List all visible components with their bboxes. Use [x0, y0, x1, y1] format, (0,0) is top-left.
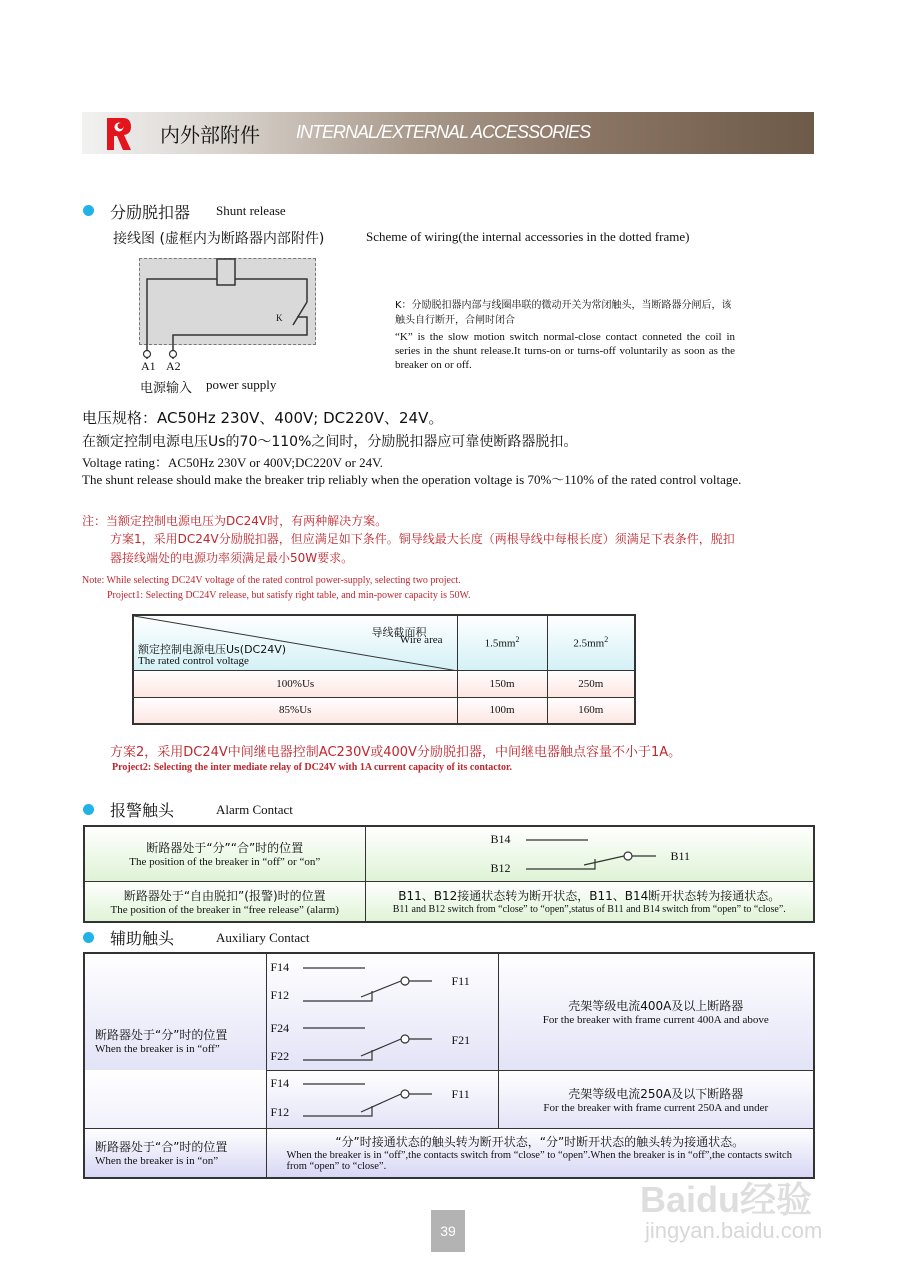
col-1-5mm: $1.5mm^2$ [457, 615, 547, 670]
voltage-spec-cn: 电压规格：AC50Hz 230V、400V; DC220V、24V。 [82, 409, 444, 427]
table-row: 断路器处于“自由脱扣”(报警)时的位置 The position of the breaker in “free release” (alarm) B11、B12接通状态转为断开状态，B11、B14断开状态转为接通状态。 B11 and B12 switch from “close” to “open”,status of B11 and B14 switch from “open” to “close”. [84, 881, 814, 922]
alarm-title-en: Alarm Contact [216, 802, 293, 817]
aux-title-cn: 辅助触头 [110, 929, 175, 948]
voltage-range-cn: 在额定控制电源电压Us的70～110%之间时，分励脱扣器应可靠使断路器脱扣。 [82, 434, 578, 450]
k-switch-label: K [276, 313, 283, 323]
wiring-caption-cn: 接线图 (虚框内为断路器内部附件) [113, 231, 325, 247]
alarm-contact-diagram: B14 B12 B11 [365, 826, 814, 881]
table-header-row [133, 615, 635, 670]
col-2-5mm: $2.5mm^2$ [547, 615, 635, 670]
note-en-1: Note: While selecting DC24V voltage of the rated control power-supply, selecting two project. [82, 575, 461, 586]
table-row: 100%Us 150m 250m [133, 670, 635, 697]
note-cn-1: 注：当额定控制电源电压为DC24V时，有两种解决方案。 [82, 514, 388, 528]
shunt-title-cn: 分励脱扣器 [110, 203, 191, 222]
voltage-spec-en: Voltage rating：AC50Hz 230V or 400V;DC220V or 24V. [82, 455, 384, 470]
plan2-en: Project2: Selecting the inter mediate relay of DC24V with 1A current capacity of its contactor. [112, 762, 513, 773]
terminal-a1: A1 [141, 359, 156, 373]
shunt-title-en: Shunt release [216, 203, 286, 218]
page-number: 39 [431, 1210, 465, 1252]
aux-title-en: Auxiliary Contact [216, 930, 310, 945]
table-row: F14 F12 F11 壳架等级电流250A及以下断路器 For the breaker with frame current 250A and under [84, 1070, 814, 1128]
note-en-2: Project1: Selecting DC24V release, but satisfy right table, and min-power capacity is 50W. [107, 590, 471, 601]
alarm-contact-table [83, 825, 815, 923]
terminal-a2: A2 [166, 359, 181, 373]
table-row: 85%Us 100m 160m [133, 697, 635, 724]
aux-diagram-250a: F14 F12 F11 [266, 1070, 498, 1128]
watermark-url: jingyan.baidu.com [645, 1218, 823, 1243]
wire-length-table [132, 614, 636, 725]
wire-area-en: Wire area [399, 634, 443, 646]
rated-voltage-cn: 额定控制电源电压Us(DC24V) [138, 643, 287, 656]
banner-title-cn: 内外部附件 [160, 123, 260, 147]
banner-title-en: INTERNAL/EXTERNAL ACCESSORIES [296, 122, 591, 142]
power-supply-en: power supply [206, 377, 277, 392]
wiring-caption-en: Scheme of wiring(the internal accessories in the dotted frame) [366, 229, 690, 244]
bullet-icon [83, 932, 94, 943]
table-row: 断路器处于“分”时的位置 When the breaker is in “off” F14 F12 F11 F24 F22 F21 壳架等级电流400A及以上断路器 For the breaker with frame current 400A and above [84, 953, 814, 1070]
auxiliary-contact-table [83, 952, 815, 1179]
brand-logo-icon [106, 117, 132, 151]
table-row: 断路器处于“合”时的位置 When the breaker is in “on” “分”时接通状态的触头转为断开状态，“分”时断开状态的触头转为接通状态。 When the breaker is in “off”,the contacts switch from “close” to “open”.When the breaker is in “off”,the contacts switch from “open” to “close”. [84, 1128, 814, 1178]
note-cn-3: 器接线端处的电源功率须满足最小50W要求。 [110, 551, 354, 565]
voltage-range-en: The shunt release should make the breaker trip reliably when the operation voltage is 70%～110% of the rated control voltage. [82, 472, 742, 487]
note-cn-2: 方案1，采用DC24V分励脱扣器，但应满足如下条件。铜导线最大长度（两根导线中每根长度）须满足下表条件，脱扣 [110, 532, 735, 546]
rated-voltage-en: The rated control voltage [138, 655, 249, 667]
power-supply-cn: 电源输入 [140, 381, 193, 396]
wire-area-cn: 导线截面积 [371, 626, 427, 639]
k-note-en: “K” is the slow motion switch normal-close contact conneted the coil in series in the shunt release.It turns-on or turns-off voluntarily as soon as the breaker on or off. [395, 331, 735, 371]
plan2-cn: 方案2，采用DC24V中间继电器控制AC230V或400V分励脱扣器，中间继电器触点容量不小于1A。 [110, 745, 682, 760]
bullet-icon [83, 804, 94, 815]
diagonal-header-cell [133, 615, 457, 670]
k-note-cn: K：分励脱扣器内部与线圈串联的微动开关为常闭触头，当断路器分闸后，该触头自行断开，合闸时闭合 [395, 300, 732, 326]
alarm-title-cn: 报警触头 [110, 801, 175, 820]
aux-diagram-400a: F14 F12 F11 F24 F22 F21 [266, 953, 498, 1070]
shunt-wiring-diagram [135, 255, 325, 370]
bullet-icon [83, 205, 94, 216]
table-row: 断路器处于“分”“合”时的位置 The position of the breaker in “off” or “on” B14 B12 B11 [84, 826, 814, 881]
watermark-logo: Baidu经验 [640, 1179, 813, 1220]
